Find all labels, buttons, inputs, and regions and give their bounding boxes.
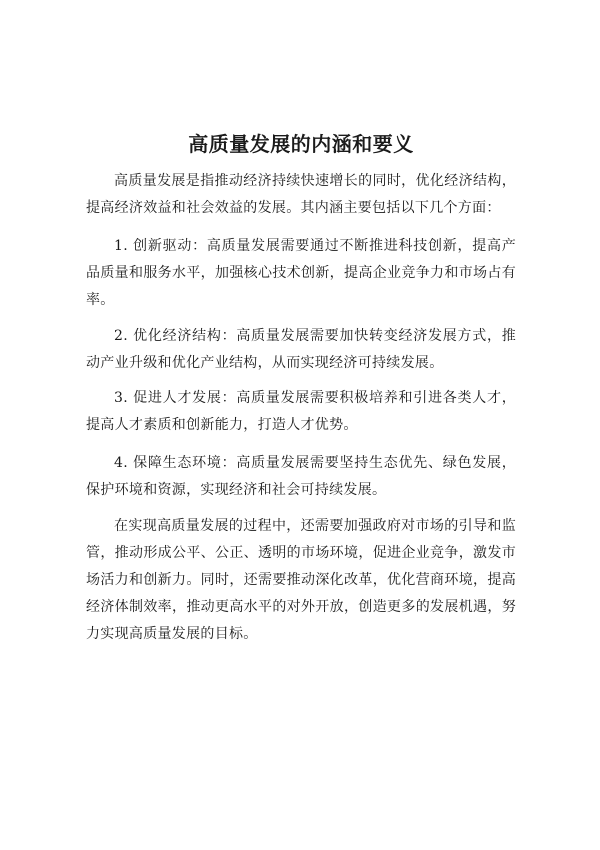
intro-paragraph: 高质量发展是指推动经济持续快速增长的同时，优化经济结构，提高经济效益和社会效益的发展。其内涵主要包括以下几个方面： <box>86 173 516 216</box>
conclusion-paragraph: 在实现高质量发展的过程中，还需要加强政府对市场的引导和监管，推动形成公平、公正、透明的市场环境，促进企业竞争，激发市场活力和创新力。同时，还需要推动深化改革，优化营商环境，提高经济体制效率，推动更高水平的对外开放，创造更多的发展机遇，努力实现高质量发展的目标。 <box>86 518 516 642</box>
list-item-economic-structure: 2. 优化经济结构：高质量发展需要加快转变经济发展方式，推动产业升级和优化产业结构，从而实现经济可持续发展。 <box>86 328 516 371</box>
list-item-innovation: 1. 创新驱动：高质量发展需要通过不断推进科技创新，提高产品质量和服务水平，加强核心技术创新，提高企业竞争力和市场占有率。 <box>86 238 516 308</box>
list-item-ecology: 4. 保障生态环境：高质量发展需要坚持生态优先、绿色发展，保护环境和资源，实现经济和社会可持续发展。 <box>86 455 516 498</box>
document-title: 高质量发展的内涵和要义 <box>188 132 414 156</box>
list-item-talent: 3. 促进人才发展：高质量发展需要积极培养和引进各类人才，提高人才素质和创新能力，打造人才优势。 <box>86 390 516 433</box>
